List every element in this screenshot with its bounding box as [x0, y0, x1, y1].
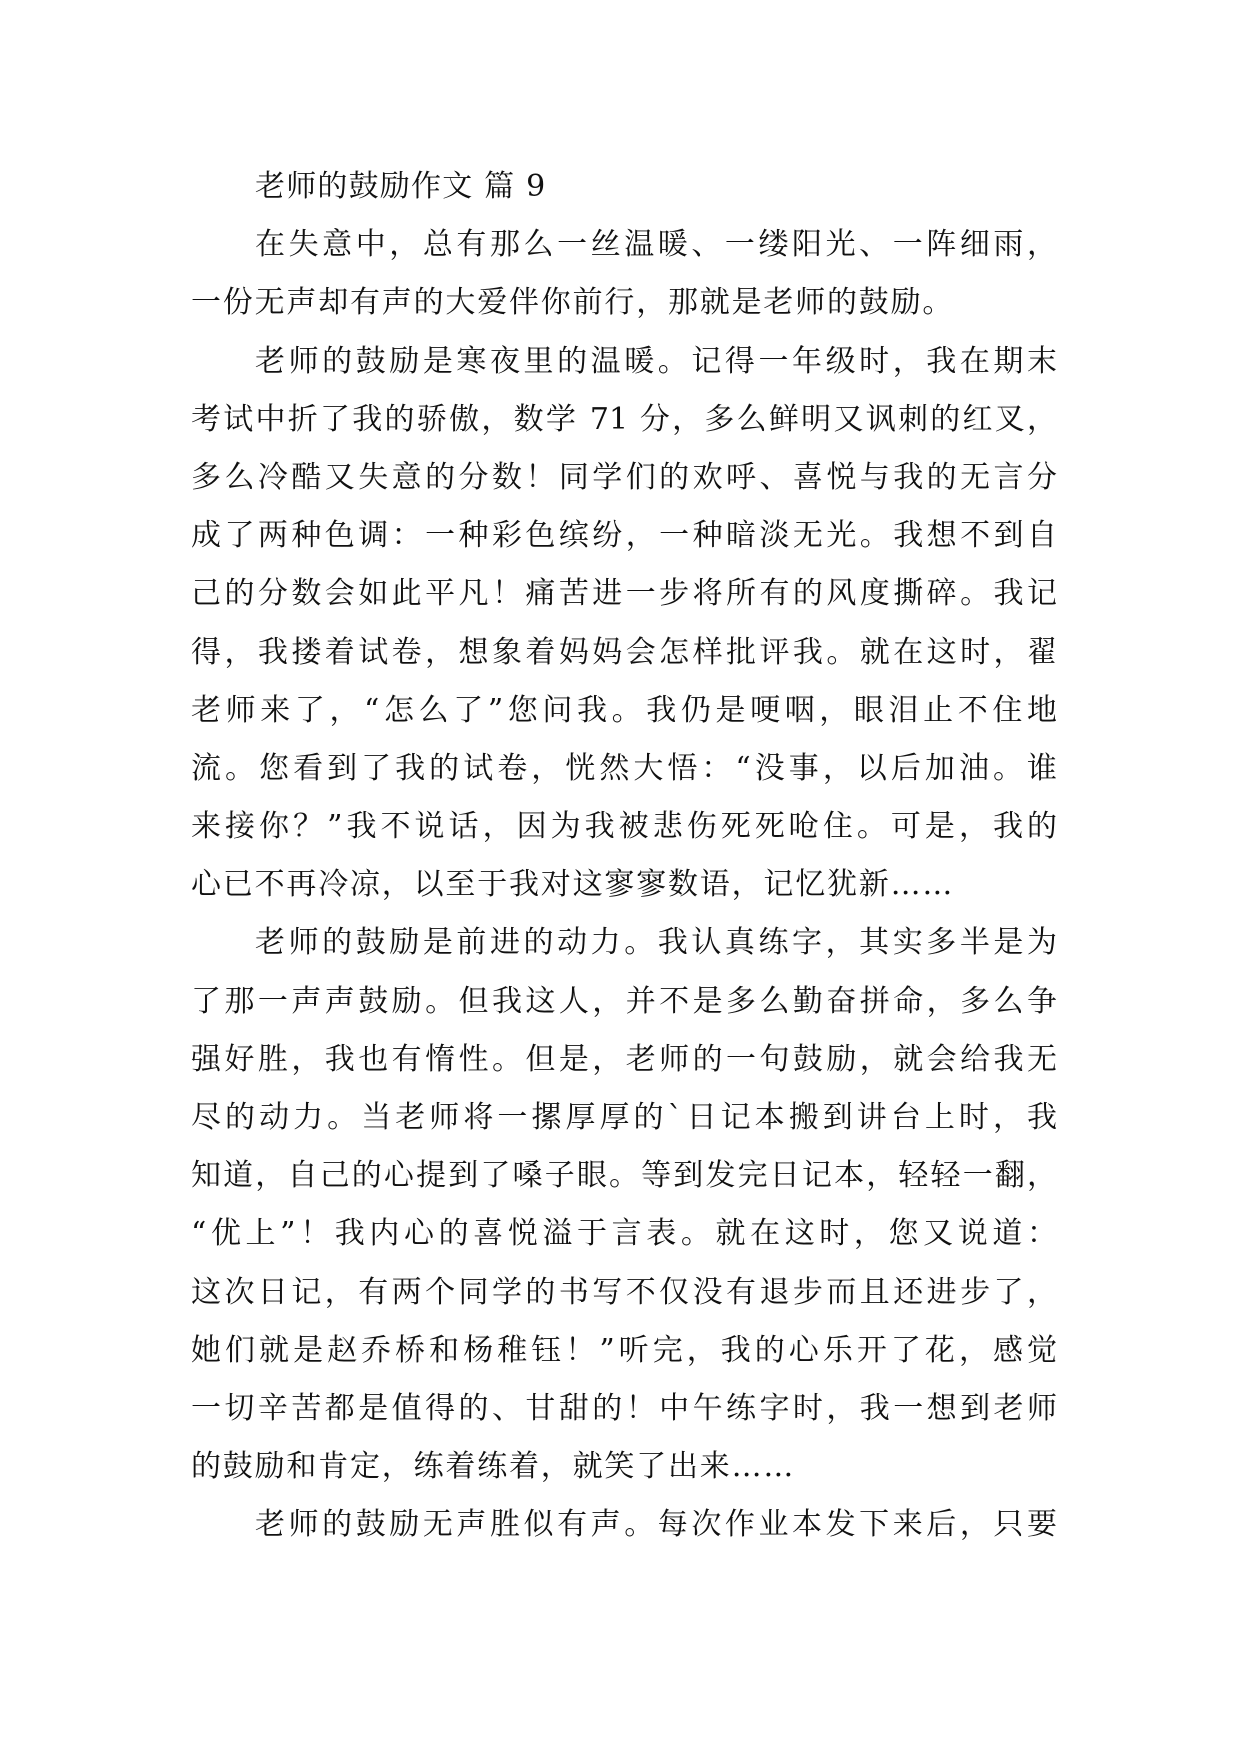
paragraph-1-line-1: 在失意中，总有那么一丝温暖、一缕阳光、一阵细雨，	[255, 227, 1057, 263]
paragraph-3-line-5: 知道，自己的心提到了嗓子眼。等到发完日记本，轻轻一翻，	[191, 1158, 1057, 1194]
paragraph-3-line-4: 尽的动力。当老师将一摞厚厚的`日记本搬到讲台上时，我	[191, 1100, 1057, 1135]
paragraph-3-line-3: 强好胜，我也有惰性。但是，老师的一句鼓励，就会给我无	[191, 1041, 1057, 1077]
paragraph-3-line-1: 老师的鼓励是前进的动力。我认真练字，其实多半是为	[255, 925, 1057, 961]
paragraph-3-line-2: 了那一声声鼓励。但我这人，并不是多么勤奋拼命，多么争	[191, 983, 1057, 1019]
paragraph-3-line-9: 一切辛苦都是值得的、甘甜的！中午练字时，我一想到老师	[191, 1390, 1057, 1426]
essay-title: 老师的鼓励作文 篇 9	[255, 169, 547, 204]
paragraph-3-line-6: “优上”！我内心的喜悦溢于言表。就在这时，您又说道：	[191, 1216, 1057, 1252]
paragraph-1-line-2: 一份无声却有声的大爱伴你前行，那就是老师的鼓励。	[191, 285, 955, 321]
paragraph-2-line-8: 流。您看到了我的试卷，恍然大悟：“没事，以后加油。谁	[191, 750, 1057, 786]
paragraph-2-line-9: 来接你？”我不说话，因为我被悲伤死死呛住。可是，我的	[191, 809, 1057, 845]
paragraph-2-line-6: 得，我搂着试卷，想象着妈妈会怎样批评我。就在这时，翟	[191, 634, 1057, 670]
essay-body	[191, 158, 1057, 1555]
paragraph-3-line-7: 这次日记，有两个同学的书写不仅没有退步而且还进步了，	[191, 1274, 1057, 1310]
paragraph-3-line-10: 的鼓励和肯定，练着练着，就笑了出来……	[191, 1449, 796, 1485]
paragraph-3-line-8: 她们就是赵乔桥和杨稚钰！”听完，我的心乐开了花，感觉	[191, 1332, 1057, 1368]
paragraph-4-line-1: 老师的鼓励无声胜似有声。每次作业本发下来后，只要	[255, 1507, 1057, 1543]
paragraph-2-line-4: 成了两种色调：一种彩色缤纷，一种暗淡无光。我想不到自	[191, 518, 1057, 554]
paragraph-2-line-5: 己的分数会如此平凡！痛苦进一步将所有的风度撕碎。我记	[191, 576, 1057, 612]
paragraph-2-line-3: 多么冷酷又失意的分数！同学们的欢呼、喜悦与我的无言分	[191, 459, 1057, 495]
paragraph-2-line-1: 老师的鼓励是寒夜里的温暖。记得一年级时，我在期末	[255, 343, 1057, 379]
paragraph-2-line-2: 考试中折了我的骄傲，数学 71 分，多么鲜明又讽刺的红叉，	[191, 401, 1057, 437]
paragraph-2-line-10: 心已不再冷凉，以至于我对这寥寥数语，记忆犹新……	[191, 867, 955, 903]
paragraph-2-line-7: 老师来了，“怎么了”您问我。我仍是哽咽，眼泪止不住地	[191, 692, 1057, 728]
